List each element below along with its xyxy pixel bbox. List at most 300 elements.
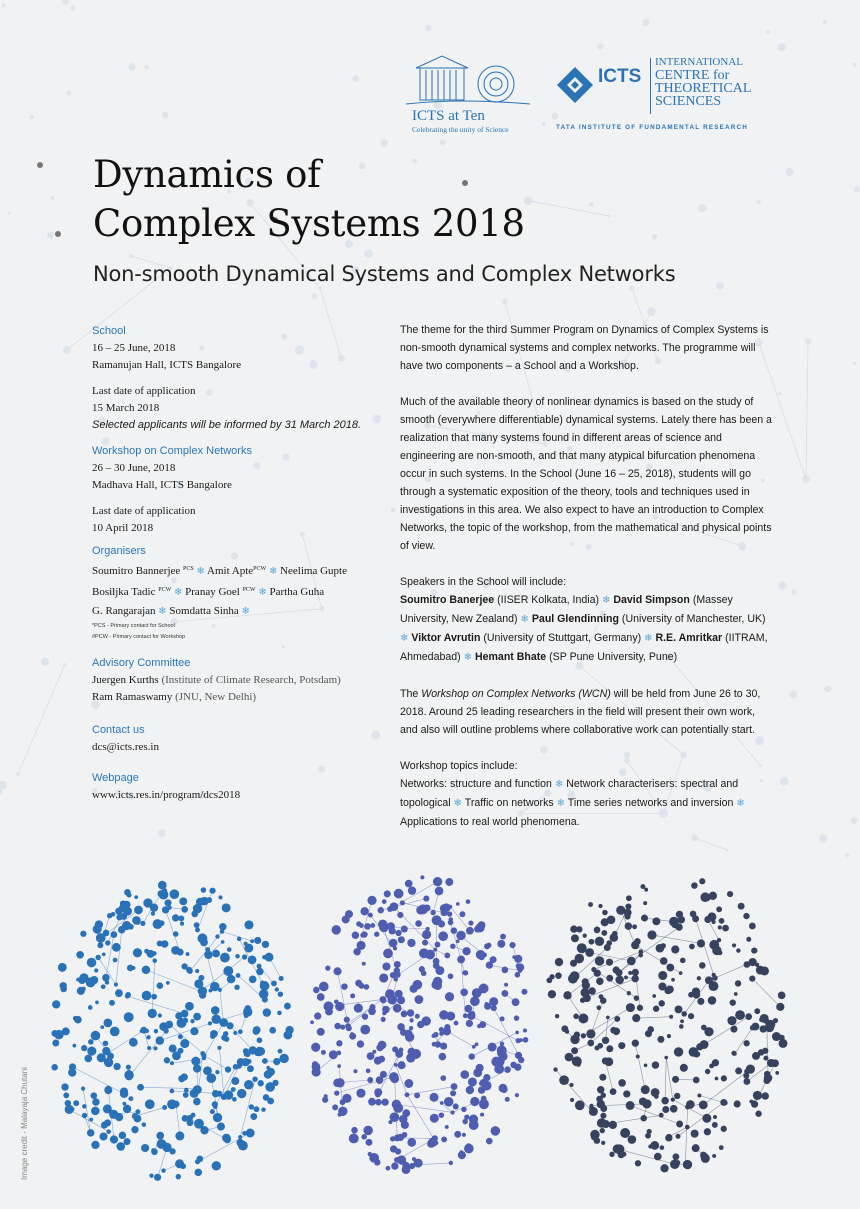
network-node	[415, 1014, 420, 1019]
network-node	[571, 1047, 578, 1054]
network-node	[231, 1077, 239, 1085]
network-node	[374, 1057, 382, 1065]
network-node	[184, 1088, 189, 1093]
background-node	[62, 0, 69, 5]
network-node	[749, 975, 755, 981]
network-node	[640, 884, 645, 889]
workshop-deadline: 10 April 2018	[92, 522, 154, 534]
network-node	[237, 1063, 242, 1068]
network-node	[103, 1041, 109, 1047]
network-node	[87, 1046, 96, 1055]
network-node	[670, 1105, 678, 1113]
network-node	[692, 915, 699, 922]
network-node	[456, 939, 460, 943]
network-node	[704, 1128, 711, 1135]
network-node	[570, 1035, 579, 1044]
network-node	[325, 1008, 333, 1016]
topic-item: Traffic on networks	[464, 797, 554, 809]
network-node	[164, 1057, 170, 1063]
network-node	[703, 1101, 707, 1105]
organiser-name: Bosiljka Tadic	[92, 586, 156, 598]
background-node	[824, 685, 831, 692]
network-node	[359, 983, 365, 989]
network-node	[434, 1141, 438, 1145]
network-node	[147, 1046, 151, 1050]
network-node	[585, 948, 594, 957]
network-node	[712, 1059, 719, 1066]
network-node	[236, 973, 241, 978]
network-node	[127, 893, 132, 898]
page-title	[93, 150, 525, 248]
network-node	[394, 1063, 398, 1067]
network-node	[632, 1014, 640, 1022]
network-node	[700, 1040, 709, 1049]
network-node	[91, 1031, 101, 1041]
network-illustration	[0, 850, 860, 1209]
network-node	[734, 1100, 741, 1107]
background-node	[652, 234, 657, 239]
network-node	[433, 877, 442, 886]
network-node	[692, 1144, 700, 1152]
network-node	[91, 1107, 100, 1116]
network-node	[350, 1032, 354, 1036]
network-node	[277, 1011, 282, 1016]
network-node	[120, 1090, 128, 1098]
network-node	[361, 1134, 367, 1140]
network-node	[193, 1064, 201, 1072]
network-node	[115, 908, 122, 915]
network-node	[232, 1097, 237, 1102]
network-node	[620, 1128, 630, 1138]
network-node	[162, 1105, 167, 1110]
speaker-affiliation: (University of Stuttgart, Germany)	[483, 632, 642, 644]
icts-full-name	[655, 56, 751, 108]
network-node	[653, 1006, 659, 1012]
network-node	[556, 973, 561, 978]
network-node	[430, 910, 435, 915]
topic-item: Time series networks and inversion	[567, 797, 734, 809]
background-node	[823, 20, 827, 24]
webpage-heading: Webpage	[92, 772, 139, 784]
workshop-name: Workshop on Complex Networks (WCN)	[421, 688, 611, 700]
network-node	[469, 1053, 475, 1059]
background-node	[780, 777, 789, 786]
program-description-column	[400, 321, 772, 849]
network-node	[278, 1049, 283, 1054]
network-node	[654, 1153, 662, 1161]
advisory-affiliation: (Institute of Climate Research, Potsdam)	[161, 674, 341, 686]
network-node	[176, 1174, 181, 1179]
network-node	[778, 992, 786, 1000]
network-node	[157, 982, 164, 989]
speaker-name: Paul Glendinning	[531, 613, 619, 625]
network-node	[142, 966, 151, 975]
background-node	[67, 91, 72, 96]
network-node	[602, 910, 607, 915]
network-node	[500, 1042, 504, 1046]
network-node	[676, 911, 683, 918]
network-node	[252, 1077, 257, 1082]
network-node	[733, 1052, 737, 1056]
network-node	[432, 1042, 437, 1047]
background-node	[756, 200, 761, 205]
network-node	[82, 1113, 87, 1118]
network-node	[645, 1030, 652, 1037]
logo-divider	[650, 58, 651, 114]
network-node	[329, 1050, 338, 1059]
network-node	[393, 1004, 402, 1013]
network-node	[211, 1006, 220, 1015]
network-node	[81, 1045, 87, 1051]
network-node	[743, 1040, 749, 1046]
network-node	[109, 1000, 115, 1006]
network-node	[175, 1159, 184, 1168]
school-venue: Ramanujan Hall, ICTS Bangalore	[92, 359, 242, 371]
network-node	[762, 1092, 769, 1099]
network-node	[54, 1030, 64, 1040]
network-node	[466, 1143, 472, 1149]
network-node	[169, 1148, 175, 1154]
speaker-affiliation: (IISER Kolkata, India)	[497, 594, 600, 606]
network-node	[368, 913, 373, 918]
background-node	[778, 392, 781, 395]
network-node	[712, 946, 721, 955]
network-node	[486, 1138, 493, 1145]
network-node	[469, 1115, 478, 1124]
network-node	[158, 881, 167, 890]
separator-icon: ❄	[258, 587, 267, 598]
school-selection-note: Selected applicants will be informed by 31 March 2018.	[92, 419, 362, 431]
network-node	[645, 1133, 651, 1139]
network-node	[220, 953, 230, 963]
network-node	[180, 922, 184, 926]
network-node	[665, 1134, 672, 1141]
network-node	[145, 1099, 155, 1109]
network-node	[578, 1014, 588, 1024]
network-node	[210, 982, 219, 991]
network-node	[237, 937, 242, 942]
network-node	[402, 1132, 408, 1138]
network-node	[363, 1126, 373, 1136]
network-node	[193, 904, 202, 913]
network-node	[712, 973, 716, 977]
network-node	[401, 1121, 409, 1129]
workshop-venue: Madhava Hall, ICTS Bangalore	[92, 479, 232, 491]
network-node	[250, 939, 254, 943]
network-node	[417, 1021, 424, 1028]
network-node	[382, 899, 387, 904]
network-node	[697, 1093, 701, 1097]
network-node	[113, 958, 118, 963]
network-node	[172, 1101, 179, 1108]
network-node	[624, 913, 630, 919]
network-node	[433, 977, 442, 986]
network-node	[680, 1064, 688, 1072]
network-node	[393, 946, 397, 950]
network-node	[186, 952, 190, 956]
advisory-heading: Advisory Committee	[92, 657, 191, 669]
network-node	[763, 1077, 770, 1084]
network-node	[379, 923, 388, 932]
network-node	[704, 1027, 713, 1036]
background-node	[629, 285, 634, 290]
theory-paragraph: Much of the available theory of nonlinear dynamics is based on the study of smooth (everywhere differentiable) dynamical systems. Lately there has been a realization that many systems found in different areas of science and engineering are non-smooth, and that many atypical bifurcation phenomena occur in such systems. In the School (June 16 – 25, 2018), students will go through a systematic exposition of the theory, tools and techniques used in investigations in this area. We also expect to have an introduction to Complex Networks, the topic of the workshop, from the mathematical and physical points of view.	[400, 396, 772, 552]
network-node	[97, 942, 103, 948]
network-cluster	[51, 881, 293, 1181]
network-node	[632, 924, 637, 929]
background-node	[51, 196, 55, 200]
network-node	[430, 1093, 439, 1102]
school-heading: School	[92, 325, 126, 337]
network-node	[589, 1104, 593, 1108]
network-node	[133, 948, 142, 957]
network-node	[92, 1098, 100, 1106]
network-node	[115, 989, 123, 997]
network-node	[81, 987, 86, 992]
icts-at-ten-title: ICTS at Ten	[412, 108, 485, 124]
network-node	[204, 951, 212, 959]
network-node	[223, 966, 233, 976]
network-node	[360, 1025, 370, 1035]
network-node	[156, 1036, 164, 1044]
network-node	[390, 1112, 400, 1122]
network-node	[387, 906, 393, 912]
network-node	[447, 911, 452, 916]
organiser-name: Soumitro Bannerjee	[92, 565, 181, 577]
network-node	[217, 1046, 221, 1050]
network-node	[735, 1067, 742, 1074]
network-node	[84, 1055, 92, 1063]
network-node	[480, 1079, 487, 1086]
network-node	[422, 940, 428, 946]
network-node	[368, 1007, 376, 1015]
network-node	[675, 1134, 680, 1139]
network-node	[462, 1133, 466, 1137]
separator-icon: ❄	[554, 779, 564, 790]
network-node	[727, 1016, 736, 1025]
network-node	[597, 1086, 604, 1093]
network-node	[89, 1118, 93, 1122]
network-node	[440, 1075, 446, 1081]
network-node	[708, 996, 717, 1005]
network-node	[256, 968, 263, 975]
network-node	[126, 1065, 131, 1070]
network-node	[553, 1067, 557, 1071]
network-node	[233, 1031, 237, 1035]
network-node	[555, 1014, 559, 1018]
network-node	[208, 1021, 212, 1025]
network-node	[523, 1037, 529, 1043]
network-node	[609, 1152, 614, 1157]
network-node	[170, 889, 180, 899]
network-node	[448, 973, 454, 979]
network-node	[284, 1003, 291, 1010]
network-node	[154, 1174, 161, 1181]
network-node	[632, 1040, 639, 1047]
network-node	[432, 915, 442, 925]
network-node	[150, 903, 158, 911]
network-node	[658, 971, 667, 980]
network-node	[591, 967, 596, 972]
network-node	[488, 1042, 497, 1051]
network-node	[596, 978, 603, 985]
network-node	[224, 1136, 231, 1143]
separator-icon: ❄	[268, 566, 278, 577]
network-node	[375, 1099, 382, 1106]
network-cluster	[546, 878, 787, 1172]
network-node	[618, 1079, 626, 1087]
network-node	[523, 1028, 527, 1032]
network-node	[213, 1105, 217, 1109]
speakers-paragraph	[400, 573, 772, 667]
network-node	[719, 1145, 724, 1150]
network-node	[453, 1103, 459, 1109]
network-node	[124, 1070, 133, 1079]
network-node	[641, 915, 648, 922]
background-node	[850, 817, 857, 824]
network-node	[271, 981, 277, 987]
network-node	[391, 1162, 398, 1169]
network-node	[505, 1097, 510, 1102]
network-node	[444, 953, 450, 959]
network-node	[519, 1038, 523, 1042]
network-node	[178, 1034, 183, 1039]
network-node	[575, 1100, 585, 1110]
network-node	[250, 1113, 257, 1120]
icts-parent-institute: TATA INSTITUTE OF FUNDAMENTAL RESEARCH	[556, 124, 749, 131]
webpage-link[interactable]: www.icts.res.in/program/dcs2018	[92, 789, 241, 801]
network-node	[170, 1089, 175, 1094]
network-node	[275, 987, 279, 991]
page-subtitle: Non-smooth Dynamical Systems and Complex Networks	[93, 262, 676, 286]
network-node	[743, 913, 749, 919]
network-node	[368, 1098, 376, 1106]
network-node	[721, 1126, 727, 1132]
topics-intro: Workshop topics include:	[400, 760, 518, 772]
network-node	[201, 887, 207, 893]
network-node	[613, 966, 620, 973]
separator-icon: ❄	[196, 566, 205, 577]
network-node	[717, 938, 721, 942]
network-node	[681, 1011, 686, 1016]
network-node	[152, 958, 157, 963]
network-node	[752, 1052, 760, 1060]
network-node	[351, 1127, 358, 1134]
network-node	[382, 1011, 386, 1015]
network-node	[140, 921, 145, 926]
network-node	[123, 1105, 131, 1113]
network-node	[141, 1144, 149, 1152]
separator-icon: ❄	[453, 798, 462, 809]
network-node	[599, 1074, 606, 1081]
network-node	[344, 1017, 350, 1023]
network-node	[765, 1022, 775, 1032]
network-node	[595, 937, 604, 946]
network-node	[407, 1009, 414, 1016]
network-node	[212, 1090, 219, 1097]
network-node	[504, 1066, 511, 1073]
network-node	[249, 1046, 257, 1054]
network-node	[671, 1097, 675, 1101]
network-node	[738, 903, 745, 910]
network-node	[625, 922, 632, 929]
network-node	[222, 903, 231, 912]
network-node	[244, 1052, 249, 1057]
background-node	[425, 25, 431, 31]
network-node	[367, 896, 376, 905]
network-node	[491, 1126, 501, 1136]
network-node	[615, 1144, 625, 1154]
network-node	[626, 895, 632, 901]
network-node	[353, 1069, 357, 1073]
icts-at-ten-logo	[400, 54, 540, 134]
network-node	[656, 944, 665, 953]
network-node	[618, 1042, 625, 1049]
network-node	[158, 1013, 162, 1017]
network-node	[775, 1071, 779, 1075]
separator-icon: ❄	[601, 595, 611, 606]
network-node	[641, 1085, 650, 1094]
contact-email[interactable]: dcs@icts.res.in	[92, 741, 159, 753]
network-node	[190, 1019, 194, 1023]
network-node	[430, 1114, 439, 1123]
network-node	[161, 940, 169, 948]
network-node	[697, 976, 701, 980]
network-node	[602, 1120, 610, 1128]
background-node	[158, 829, 166, 837]
organiser-name: Partha Guha	[269, 586, 325, 598]
network-node	[101, 984, 106, 989]
network-node	[390, 972, 396, 978]
network-node	[151, 911, 155, 915]
network-node	[219, 1018, 228, 1027]
network-node	[382, 962, 390, 970]
network-node	[278, 992, 283, 997]
network-node	[394, 961, 401, 968]
network-node	[475, 1042, 479, 1046]
network-node	[720, 1099, 727, 1106]
background-node	[391, 507, 396, 512]
network-node	[709, 892, 717, 900]
network-node	[411, 986, 415, 990]
network-node	[244, 1080, 254, 1090]
network-node	[631, 975, 638, 982]
organisers-line	[92, 602, 382, 621]
network-node	[102, 974, 110, 982]
school-deadline-label: Last date of application	[92, 385, 196, 397]
network-node	[360, 933, 365, 938]
network-node	[601, 930, 607, 936]
background-node	[853, 63, 857, 67]
network-node	[161, 1168, 165, 1172]
network-node	[415, 995, 424, 1004]
network-node	[648, 1144, 652, 1148]
network-node	[219, 923, 226, 930]
network-node	[468, 1077, 477, 1086]
network-node	[153, 1046, 157, 1050]
network-node	[423, 896, 429, 902]
network-node	[256, 1052, 260, 1056]
network-node	[472, 1045, 476, 1049]
network-node	[370, 923, 375, 928]
network-node	[439, 1010, 448, 1019]
network-node	[364, 984, 370, 990]
network-node	[194, 1169, 202, 1177]
network-node	[509, 942, 515, 948]
icts-building-icon	[400, 54, 540, 110]
network-node	[576, 926, 582, 932]
advisory-member	[92, 689, 382, 706]
